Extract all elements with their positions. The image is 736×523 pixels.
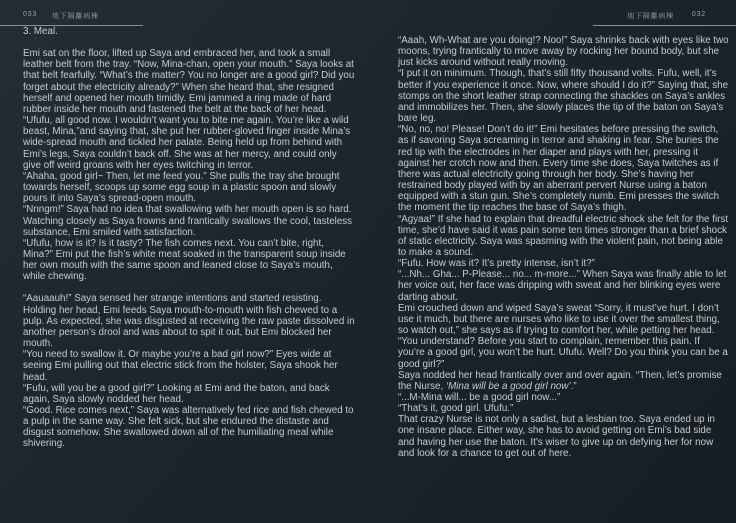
paragraph [23, 293, 355, 349]
section-title: 3. Meal. [23, 26, 58, 37]
text-run: “Ahaha, good girl~ Then, let me feed you.” She pulls the tray she brought towards herself, scoops up some egg soup in a plastic spoon and slowly pours it into Saya’s spread-open mouth. [23, 170, 340, 205]
right-header-rule [593, 25, 736, 26]
text-run: .” [570, 380, 577, 392]
left-page-body [23, 26, 355, 450]
paragraph [23, 171, 355, 204]
paragraph [23, 48, 355, 171]
text-run: Emi crouched down and wiped Saya’s sweat “Sorry, it must’ve hurt. I don’t use it much, but there are nurses who like to use it over the smallest thing, so watch out,” she says as if trying to comfort her, while petting her head. “You understand? Before you start to complain, remember this pain. If you’re a good girl, you won’t be hurt. Ufufu. Well? Do you think you can be a good girl?” [398, 302, 728, 370]
text-run: “Good. Rice comes next,” Saya was alternatively fed rice and fish chewed to a pulp in the same way. She felt sick, but she endured the distaste and disgust somehow. She swallowed down all of the humiliating meal while shivering. [23, 405, 354, 450]
text-run: “Fufu. How was it? It’s pretty intense, isn’t it?” [398, 258, 595, 270]
paragraph [398, 303, 729, 370]
text-run: “...Nh... Gha... P-Please... no... m-more...” When Saya was finally able to let her voice out, her face was dripping with sweat and her blinking eyes were darting about. [398, 269, 727, 303]
paragraph [23, 238, 355, 283]
text-run: “I put it on minimum. Though, that’s still fifty thousand volts. Fufu, well, it’s better if you experience it once. Now, where should I do it?” Saying that, she stomps on the short leather strap connecting the shackles on Saya’s ankles and immobilizes her. Then, she slowly places the tip of the baton on Saya’s bare leg. [398, 68, 729, 125]
paragraph [398, 269, 729, 302]
left-header-rule [0, 25, 143, 26]
left-page-text [23, 48, 355, 449]
text-run: Saya nodded her head frantically over and over again. “Then, let’s promise the Nurse, [398, 369, 722, 392]
paragraph [398, 414, 729, 459]
right-running-title: 地下隔離病棟 [627, 13, 674, 20]
paragraph [398, 124, 729, 213]
paragraph [398, 392, 729, 403]
paragraph [23, 204, 355, 237]
paragraph [398, 258, 729, 269]
text-run: “That’s it, good girl. Ufufu.” [398, 403, 514, 415]
text-run: “No, no, no! Please! Don’t do it!” Emi hesitates before pressing the switch, as if savoring Saya screaming in terror and shaking in fear. She buries the red tip with the electrodes in her diaper and plays with her, pressing it against her crotch now and then. Every time she does, Saya twitches as if there was actual electricity going through her body. She’s having her restrained body played with by an aberrant pervert Nurse using a baton equipped with a stun gun. She’s completely numb. Emi presses the switch the moment the tip reaches the base of Saya’s thigh. [398, 124, 720, 214]
paragraph [398, 403, 729, 414]
paragraph [23, 405, 355, 450]
text-run: “You need to swallow it. Or maybe you’re a bad girl now?” Eyes wide at seeing Emi pulling out that electric stick from the holster, Saya shook her head. [23, 349, 338, 383]
right-page [368, 0, 736, 523]
text-run: “Nnngm!” Saya had no idea that swallowing with her mouth open is so hard. Watching closely as Saya frowns and frantically swallows the cool, tasteless substance, Emi smiled with satisfaction. [23, 204, 353, 238]
text-run: Emi sat on the floor, lifted up Saya and embraced her, and took a small leather belt from the tray. “Now, Mina-chan, open your mouth.” Saya looks at that belt fearfully. “What’s the matter? You no longer are a good girl? Did you forget about the electricity already?” When she heard that, she resigned herself and opened her mouth timidly. Emi jammed a ring made of hard rubber inside her mouth and fastened the belt at the back of her head. “Ufufu, all good now. I wouldn’t want you to bite me again. You’re like a wild beast, Mina,”and saying that, she put her rubber-gloved finger inside Mina’s wide-spread mouth and tickled her palate. Being held up from behind with Emi’s legs, Saya couldn’t back off. She was at her mercy, and could only give off weird groans with her eyes twitching in terror. [23, 48, 355, 171]
text-run: “Ufufu, how is it? Is it tasty? The fish comes next. You can’t bite, right, Mina?” Emi put the fish’s white meat soaked in the transparent soup inside her own mouth with the same spoon and leaned close to Saya’s mouth, while chewing. [23, 237, 346, 283]
paragraph-gap [23, 282, 355, 293]
text-run: “Aauaauh!” Saya sensed her strange intentions and started resisting. Holding her head, Emi feeds Saya mouth-to-mouth with fish chewed to a pulp. As expected, she was disgusted at receiving the raw paste dissolved in another person’s drool and was about to spit it out, but Emi blocked her mouth. [23, 293, 355, 350]
left-running-title: 地下隔離病棟 [52, 13, 99, 20]
text-run: “Aaah, Wh-What are you doing!? Noo!” Saya shrinks back with eyes like two moons, trying frantically to move away by rocking her bound body, but she just kicks around without really moving. [398, 35, 729, 69]
paragraph [398, 35, 729, 68]
right-page-text [398, 35, 729, 459]
paragraph [398, 214, 729, 259]
left-page-number: 033 [23, 11, 38, 18]
right-page-number: 032 [691, 11, 706, 18]
right-page-body [398, 35, 729, 459]
paragraph [398, 68, 729, 124]
text-run: That crazy Nurse is not only a sadist, but a lesbian too. Saya ended up in one insane place. Either way, she has to avoid getting on Emi’s bad side and having her use the baton. It’s wiser to give up on defying her for now and look for a chance to get out of here. [398, 414, 715, 459]
paragraph [23, 349, 355, 382]
paragraph [398, 370, 729, 392]
text-run: “Agyaa!” If she had to explain that dreadful electric shock she felt for the first time, she’d have said it was pain some ten times stronger than a brief shock of static electricity. Saya was spasming with the violent pain, not being able to make a sound. [398, 213, 728, 258]
italic-text-run: ‘Mina will be a good girl now’ [445, 380, 571, 392]
text-run: “Fufu, will you be a good girl?” Looking at Emi and the baton, and back again, Saya slowly nodded her head. [23, 382, 330, 405]
text-run: “...M-Mina will... be a good girl now...” [398, 392, 561, 403]
paragraph [23, 383, 355, 405]
